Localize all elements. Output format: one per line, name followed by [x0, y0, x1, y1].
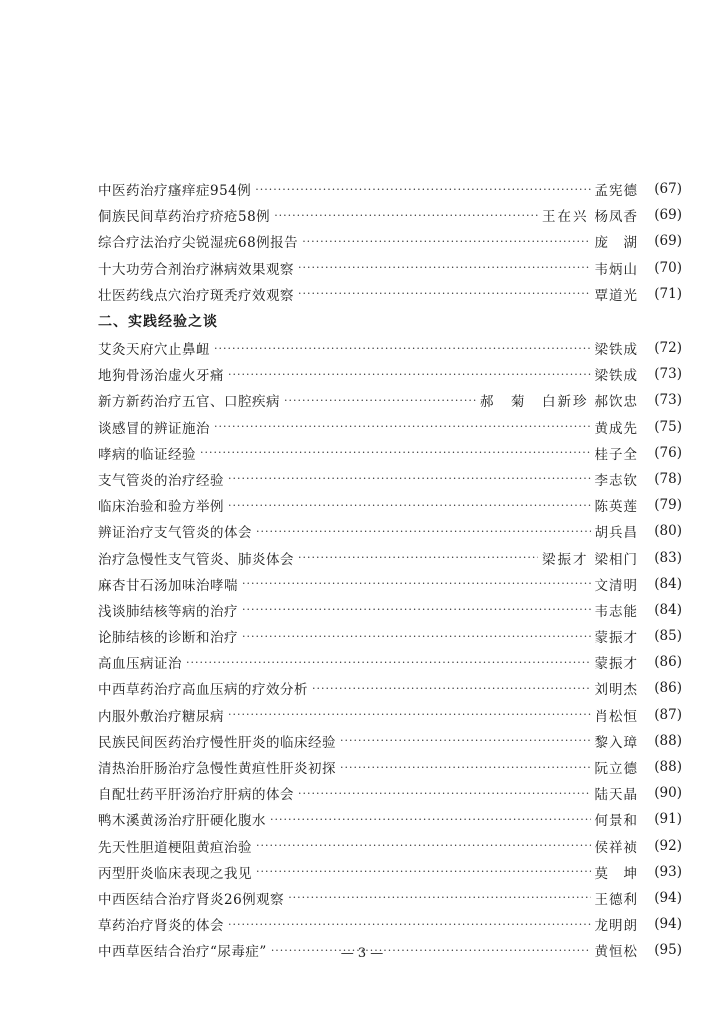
entry-title: 艾灸天府穴止鼻衄	[98, 342, 210, 359]
entry-page-number: (73)	[654, 392, 682, 409]
toc-entry	[98, 780, 682, 806]
entry-title: 鸭木溪黄汤治疗肝硬化腹水	[98, 813, 266, 830]
dot-leader	[340, 761, 591, 774]
entry-title: 自配壮药平肝汤治疗肝病的体会	[98, 787, 294, 804]
dot-leader	[298, 261, 591, 274]
dot-leader	[186, 656, 591, 669]
entry-author: 覃道光	[594, 287, 638, 304]
toc-entry	[98, 911, 682, 937]
toc-entry	[98, 571, 682, 597]
dot-leader	[298, 287, 591, 300]
entry-author: 庞 湖	[594, 235, 638, 252]
dot-leader	[228, 368, 591, 381]
dot-leader	[298, 551, 538, 564]
dot-leader	[340, 734, 591, 747]
entry-author: 阮立德	[594, 761, 638, 778]
entry-page-number: (69)	[654, 233, 682, 250]
entry-author: 陈英莲	[594, 499, 638, 516]
entry-title: 民族民间医药治疗慢性肝炎的临床经验	[98, 734, 336, 751]
toc-entry	[98, 361, 682, 387]
entry-page-number: (87)	[654, 706, 682, 723]
entry-page-number: (93)	[654, 863, 682, 880]
entry-title: 支气管炎的治疗经验	[98, 472, 224, 489]
toc-entry	[98, 466, 682, 492]
entry-title: 新方新药治疗五官、口腔疾病	[98, 394, 280, 411]
entry-page-number: (73)	[654, 366, 682, 383]
dot-leader	[256, 525, 591, 538]
dot-leader	[256, 865, 591, 878]
entry-page-number: (85)	[654, 628, 682, 645]
entry-page-number: (72)	[654, 340, 682, 357]
entry-title: 草药治疗肾炎的体会	[98, 918, 224, 935]
toc-entry	[98, 387, 682, 413]
toc-entry	[98, 885, 682, 911]
entry-title: 壮医药线点穴治疗斑秃疗效观察	[98, 287, 294, 304]
dot-leader	[242, 603, 591, 616]
entry-coauthor: 王在兴	[542, 209, 589, 226]
dot-leader	[298, 787, 591, 800]
entry-title: 十大功劳合剂治疗淋病效果观察	[98, 261, 294, 278]
entry-author: 刘明杰	[594, 682, 638, 699]
entry-page-number: (80)	[654, 523, 682, 540]
dot-leader	[302, 235, 590, 248]
entry-page-number: (86)	[654, 654, 682, 671]
entry-title: 先天性胆道梗阻黄疸治验	[98, 839, 252, 856]
entry-author: 黄成先	[594, 420, 638, 437]
entry-author: 胡兵昌	[594, 525, 638, 542]
entry-title: 内服外敷治疗糖尿病	[98, 708, 224, 725]
entry-page-number: (94)	[654, 916, 682, 933]
entry-author: 龙明朗	[594, 918, 638, 935]
toc-entry	[98, 492, 682, 518]
entry-title: 高血压病证治	[98, 656, 182, 673]
dot-leader	[288, 891, 590, 904]
entry-title: 论肺结核的诊断和治疗	[98, 630, 238, 647]
dot-leader	[312, 682, 591, 695]
entry-page-number: (79)	[654, 497, 682, 514]
dot-leader	[284, 394, 476, 407]
entry-author: 李志钦	[594, 472, 638, 489]
entry-title: 中医药治疗瘙痒症954例	[98, 183, 252, 200]
entry-title: 谈感冒的辨证施治	[98, 420, 210, 437]
toc-entry	[98, 702, 682, 728]
entry-author: 桂子全	[594, 446, 638, 463]
entry-title: 治疗急慢性支气管炎、肺炎体会	[98, 551, 294, 568]
entry-author: 蒙振才	[594, 630, 638, 647]
entry-page-number: (88)	[654, 732, 682, 749]
toc-entry	[98, 675, 682, 701]
entry-author: 梁铁成	[594, 342, 638, 359]
section-heading: 二、实践经验之谈	[98, 313, 218, 330]
entry-title: 浅谈肺结核等病的治疗	[98, 603, 238, 620]
entry-author: 文清明	[594, 577, 638, 594]
toc-entry	[98, 833, 682, 859]
entry-title: 临床治验和验方举例	[98, 499, 224, 516]
entry-page-number: (84)	[654, 601, 682, 618]
entry-author: 莫 坤	[594, 865, 638, 882]
toc-entry	[98, 597, 682, 623]
dot-leader	[228, 499, 591, 512]
dot-leader	[228, 918, 591, 931]
toc-entry	[98, 623, 682, 649]
entry-title: 中西草医结合治疗“尿毒症”	[98, 944, 267, 961]
entry-title: 麻杏甘石汤加味治哮喘	[98, 577, 238, 594]
dot-leader	[242, 630, 591, 643]
entry-title: 中西草药治疗高血压病的疗效分析	[98, 682, 308, 699]
entry-title: 侗族民间草药治疗疥疮58例	[98, 209, 271, 226]
toc-entry	[98, 649, 682, 675]
entry-author: 梁相门	[594, 551, 638, 568]
dot-leader	[228, 708, 591, 721]
dot-leader	[214, 420, 591, 433]
entry-author: 王德利	[594, 891, 638, 908]
entry-title: 清热治肝肠治疗急慢性黄疸性肝炎初探	[98, 761, 336, 778]
toc-entry	[98, 281, 682, 307]
entry-author: 陆天晶	[594, 787, 638, 804]
entry-title: 综合疗法治疗尖锐湿疣68例报告	[98, 235, 299, 252]
dot-leader	[228, 472, 591, 485]
entry-page-number: (75)	[654, 418, 682, 435]
entry-author: 韦志能	[594, 603, 638, 620]
toc-entry	[98, 518, 682, 544]
entry-author: 郝饮忠	[594, 394, 638, 411]
entry-title: 地狗骨汤治虚火牙痛	[98, 368, 224, 385]
toc-entry	[98, 728, 682, 754]
entry-author: 肖松恒	[594, 708, 638, 725]
entry-author: 何景和	[594, 813, 638, 830]
dot-leader	[255, 183, 590, 196]
entry-page-number: (69)	[654, 207, 682, 224]
dot-leader	[214, 342, 591, 355]
toc-entry	[98, 440, 682, 466]
entry-title: 哮病的临证经验	[98, 446, 196, 463]
entry-page-number: (95)	[654, 942, 682, 959]
entry-page-number: (76)	[654, 444, 682, 461]
entry-page-number: (70)	[654, 259, 682, 276]
toc-entry	[98, 255, 682, 281]
entry-page-number: (86)	[654, 680, 682, 697]
toc-entry	[98, 414, 682, 440]
toc-entry	[98, 544, 682, 570]
toc-entry	[98, 176, 682, 202]
dot-leader	[242, 577, 591, 590]
toc-entry	[98, 806, 682, 832]
entry-page-number: (84)	[654, 575, 682, 592]
toc-entry	[98, 202, 682, 228]
entry-page-number: (83)	[654, 549, 682, 566]
toc-entries-part-1	[98, 176, 682, 307]
entry-coauthor: 郝 菊 白新珍	[480, 394, 589, 411]
entry-author: 孟宪德	[594, 183, 638, 200]
toc-entries-part-2	[98, 335, 682, 964]
entry-author: 侯祥祯	[594, 839, 638, 856]
entry-page-number: (71)	[654, 285, 682, 302]
toc-entry	[98, 859, 682, 885]
entry-author: 韦炳山	[594, 261, 638, 278]
entry-title: 辨证治疗支气管炎的体会	[98, 525, 252, 542]
entry-author: 梁铁成	[594, 368, 638, 385]
entry-title: 丙型肝炎临床表现之我见	[98, 865, 252, 882]
toc-entry	[98, 335, 682, 361]
entry-page-number: (78)	[654, 470, 682, 487]
dot-leader	[274, 209, 538, 222]
toc-entry	[98, 228, 682, 254]
entry-page-number: (91)	[654, 811, 682, 828]
entry-coauthor: 梁振才	[542, 551, 589, 568]
dot-leader	[200, 446, 591, 459]
page-number-footer: — 3 —	[340, 946, 384, 961]
dot-leader	[270, 813, 591, 826]
entry-author: 蒙振才	[594, 656, 638, 673]
entry-page-number: (92)	[654, 837, 682, 854]
dot-leader	[256, 839, 591, 852]
table-of-contents	[98, 176, 682, 963]
entry-page-number: (94)	[654, 889, 682, 906]
entry-page-number: (88)	[654, 759, 682, 776]
entry-author: 黄恒松	[594, 944, 638, 961]
toc-entry	[98, 754, 682, 780]
entry-author: 杨凤香	[594, 209, 638, 226]
entry-page-number: (90)	[654, 785, 682, 802]
entry-page-number: (67)	[654, 181, 682, 198]
entry-author: 黎入璋	[594, 734, 638, 751]
entry-title: 中西医结合治疗肾炎26例观察	[98, 891, 285, 908]
